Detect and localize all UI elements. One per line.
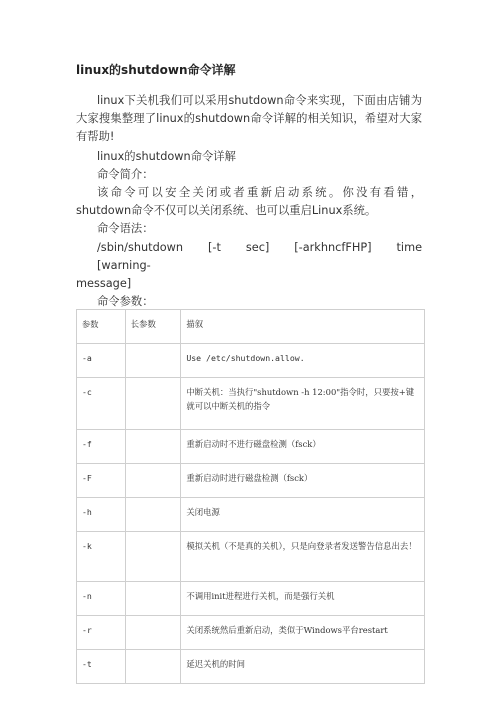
row-param: -r [77, 616, 126, 650]
syntax-part: time [396, 240, 423, 254]
row-param: -n [77, 582, 126, 616]
row-long [125, 616, 181, 650]
subtitle-line: linux的shutdown命令详解 [97, 149, 236, 163]
row-desc: 中断关机：当执行"shutdown -h 12:00"指令时，只要按+键就可以中断关机的指令 [181, 378, 425, 430]
row-long [125, 650, 181, 684]
table-row [77, 616, 425, 650]
syntax-heading: 命令语法： [97, 222, 154, 236]
row-long [125, 498, 181, 532]
row-param: -h [77, 498, 126, 532]
syntax-part: /sbin/shutdown [97, 240, 184, 254]
params-heading: 命令参数： [97, 295, 154, 309]
row-desc: 关闭电源 [181, 498, 425, 532]
table-row [77, 464, 425, 498]
brief-heading: 命令简介： [97, 167, 154, 181]
syntax-part: [-t [208, 240, 221, 254]
syntax-tail: message] [76, 277, 132, 291]
row-desc: 重新启动时进行磁盘检测（fsck） [181, 464, 425, 498]
table-row [77, 344, 425, 378]
row-desc: 不调用init进程进行关机，而是强行关机 [181, 582, 425, 616]
brief-text: 该命令可以安全关闭或者重新启动系统。你没有看错，shutdown命令不仅可以关闭系统、也可以重启Linux系统。 [76, 186, 422, 218]
row-param: -k [77, 532, 126, 582]
row-param: -f [77, 430, 126, 464]
row-desc: 重新启动时不进行磁盘检测（fsck） [181, 430, 425, 464]
row-long [125, 378, 181, 430]
header-desc: 描叙 [181, 310, 425, 344]
table-row [77, 650, 425, 684]
row-long [125, 582, 181, 616]
table-row [77, 430, 425, 464]
article-title: linux的shutdown命令详解 [76, 63, 236, 77]
syntax-part: sec] [245, 240, 270, 254]
row-param: -c [77, 378, 126, 430]
row-long [125, 532, 181, 582]
row-desc: Use /etc/shutdown.allow. [181, 344, 425, 378]
row-param: -a [77, 344, 126, 378]
header-param: 参数 [77, 310, 126, 344]
row-long [125, 344, 181, 378]
row-long [125, 430, 181, 464]
table-row [77, 498, 425, 532]
row-param: -t [77, 650, 126, 684]
syntax-line [76, 239, 422, 275]
row-desc: 关闭系统然后重新启动，类似于Windows平台restart [181, 616, 425, 650]
row-desc: 模拟关机（不是真的关机），只是向登录者发送警告信息出去！ [181, 532, 425, 582]
table-row [77, 532, 425, 582]
document-page [76, 62, 423, 669]
table-row [77, 378, 425, 430]
table-row [77, 582, 425, 616]
row-desc: 延迟关机的时间 [181, 650, 425, 684]
syntax-part: [-arkhncfFHP] [294, 240, 372, 254]
params-table [76, 309, 425, 684]
table-header-row [77, 310, 425, 344]
intro-paragraph: linux下关机我们可以采用shutdown命令来实现，下面由店铺为大家搜集整理了linux的shutdown命令详解的相关知识，希望对大家有帮助! [76, 94, 422, 144]
header-long: 长参数 [125, 310, 181, 344]
row-param: -F [77, 464, 126, 498]
syntax-part: [warning- [97, 258, 151, 272]
row-long [125, 464, 181, 498]
